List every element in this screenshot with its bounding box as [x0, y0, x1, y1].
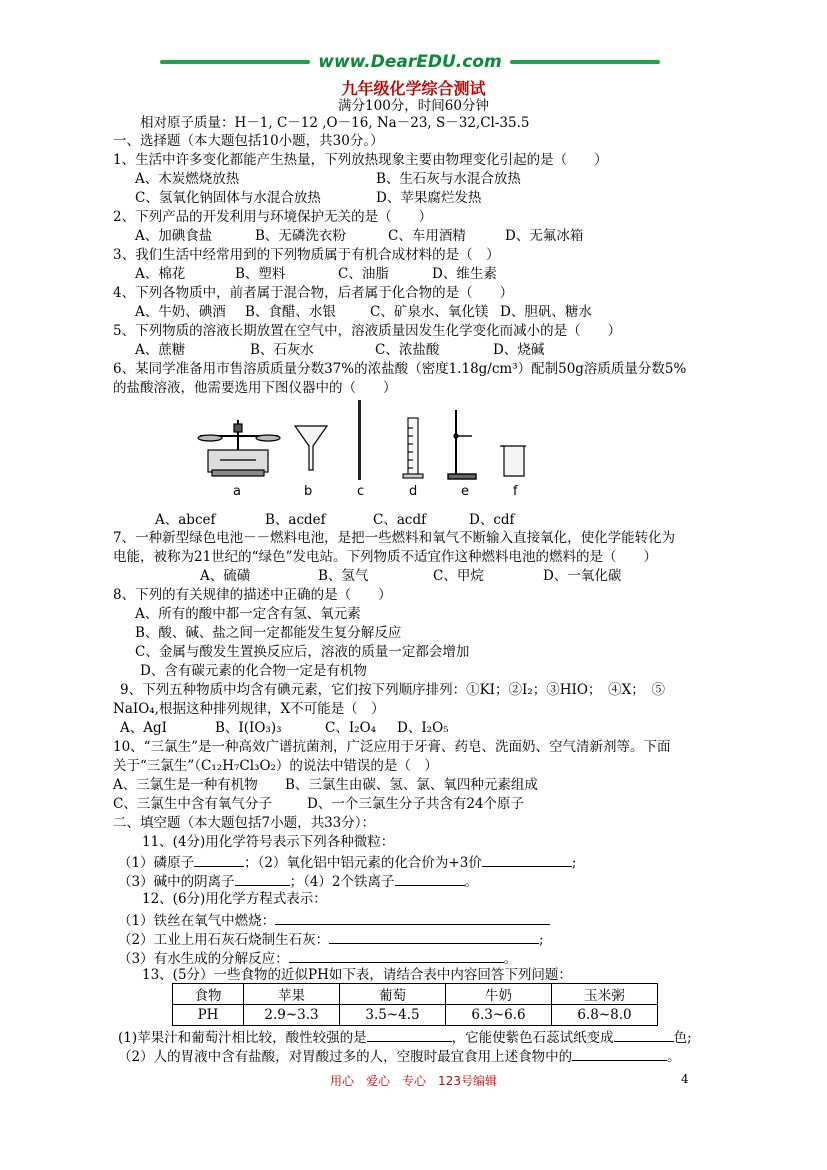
q2-stem: 2、下列产品的开发利用与环境保护无关的是（ ）: [113, 209, 433, 225]
q11-blank-3[interactable]: [235, 871, 290, 886]
q13-blank-1[interactable]: [367, 1027, 452, 1042]
q13-part1b-label: ，它能使紫色石蕊试纸变成: [451, 1030, 614, 1046]
q12-part3-label: （3）有水生成的分解反应：: [118, 951, 289, 967]
q12-row1: [118, 910, 550, 930]
q13-stem: 13、(5分）一些食物的近似PH如下表，请结合表中内容回答下列问题：: [142, 967, 572, 983]
q3-option-c: C、油脂: [338, 266, 389, 282]
figure-label-b: b: [304, 484, 313, 499]
q7-line1: 7、一种新型绿色电池－－燃料电池，是把一些燃料和氧气不断输入直接氧化，使化学能转化为: [113, 530, 676, 546]
lab-apparatus-figure: [190, 398, 540, 482]
q4-option-c: C、矿泉水、氧化镁: [370, 304, 489, 320]
q11-part1-label: （1）磷原子: [118, 855, 195, 871]
ph-table-header-cell: 牛奶: [446, 984, 552, 1005]
q10-option-b: B、三氯生由碳、氢、氯、氧四种元素组成: [285, 777, 538, 793]
q13-part1-label: (1)苹果汁和葡萄汁相比较，酸性较强的是: [118, 1030, 367, 1046]
q5-stem: 5、下列物质的溶液长期放置在空气中，溶液质量因发生化学变化而减小的是（ ）: [113, 323, 622, 339]
iron-stand-icon: [448, 410, 476, 479]
q6-line1: 6、某同学准备用市售溶质质量分数37%的浓盐酸（密度1.18g/cm³）配制50g溶质质量分数5%: [113, 361, 687, 377]
balance-icon: [198, 420, 280, 476]
graduated-cylinder-icon: [403, 418, 423, 478]
q8-option-b: B、酸、碱、盐之间一定都能发生复分解反应: [135, 625, 402, 641]
q12-blank-3[interactable]: [289, 948, 504, 963]
q11-row1-end: ;: [571, 855, 577, 871]
figure-label-f: f: [513, 484, 518, 499]
glass-rod-icon: [358, 400, 361, 480]
q9-option-c: C、I₂O₄: [325, 720, 377, 736]
q4-option-a: A、牛奶、碘酒: [135, 304, 226, 320]
figure-label-a: a: [233, 484, 241, 499]
ph-table-header-cell: 苹果: [244, 984, 340, 1005]
ph-table-cell: PH: [173, 1005, 244, 1026]
q11-blank-4[interactable]: [395, 871, 465, 886]
q11-stem: 11、(4分)用化学符号表示下列各种微粒：: [142, 834, 395, 850]
q12-row3-end: 。: [503, 951, 518, 967]
q1-option-a: A、木炭燃烧放热: [135, 171, 240, 187]
q9-option-d: D、I₂O₅: [397, 720, 449, 736]
q12-blank-1[interactable]: [275, 910, 550, 925]
footer-note: 用心 爱心 专心 123号编辑: [330, 1074, 497, 1088]
q11-row2-end: 。: [464, 874, 479, 890]
q3-option-b: B、塑料: [235, 266, 286, 282]
q4-option-b: B、食醋、水银: [245, 304, 336, 320]
q13-part2b-label: 。: [667, 1049, 681, 1065]
q4-option-d: D、胆矾、糖水: [500, 304, 592, 320]
q5-option-c: C、浓盐酸: [375, 342, 440, 358]
q8-option-a: A、所有的酸中都一定含有氢、氧元素: [135, 606, 361, 622]
ph-table-row: [173, 1005, 658, 1026]
q11-row1: [118, 852, 576, 872]
ph-table-header-cell: 食物: [173, 984, 244, 1005]
q11-part3-label: （3）碱中的阴离子: [118, 874, 235, 890]
ph-table-cell: 6.8~8.0: [552, 1005, 658, 1026]
q11-part4-label: ；（4）2个铁离子: [289, 874, 395, 890]
q5-option-d: D、烧碱: [493, 342, 545, 358]
ph-table-cell: 6.3~6.6: [446, 1005, 552, 1026]
q3-option-d: D、维生素: [432, 266, 497, 282]
q11-part2-label: ；（2）氧化铝中铝元素的化合价为+3价: [244, 855, 482, 871]
ph-table-header-cell: 玉米粥: [552, 984, 658, 1005]
q8-option-d: D、含有碳元素的化合物一定是有机物: [140, 663, 367, 679]
site-url: www.DearEDU.com: [318, 52, 502, 72]
figure-label-e: e: [461, 484, 469, 499]
q6-option-b: B、acdef: [265, 512, 326, 528]
q11-blank-1[interactable]: [194, 852, 244, 867]
q6-option-c: C、acdf: [373, 512, 427, 528]
q12-row2: [118, 929, 544, 949]
q6-option-d: D、cdf: [469, 512, 515, 528]
ph-table: [172, 983, 658, 1026]
q4-stem: 4、下列各物质中，前者属于混合物，后者属于化合物的是（ ）: [113, 285, 514, 301]
q7-option-c: C、甲烷: [433, 568, 484, 584]
page-subtitle: 满分100分，时间60分钟: [338, 98, 489, 114]
q8-stem: 8、下列的有关规律的描述中正确的是（ ）: [113, 587, 392, 603]
q6-line2: 的盐酸溶液，他需要选用下图仪器中的（ ）: [113, 380, 397, 396]
q8-option-c: C、金属与酸发生置换反应后，溶液的质量一定都会增加: [135, 644, 470, 660]
q9-option-b: B、I(IO₃)₃: [215, 720, 282, 736]
q10-option-c: C、三氯生中含有氧气分子: [113, 796, 272, 812]
page-number: 4: [681, 1072, 689, 1086]
q13-blank-3[interactable]: [572, 1046, 667, 1061]
figure-label-c: c: [357, 484, 365, 499]
site-banner: [150, 52, 670, 72]
q12-row3: [118, 948, 517, 968]
ph-table-cell: 2.9~3.3: [244, 1005, 340, 1026]
q10-line2: 关于“三氯生”（C₁₂H₇Cl₃O₂）的说法中错误的是（ ）: [113, 758, 438, 774]
q13-part2-label: （2）人的胃液中含有盐酸，对胃酸过多的人，空腹时最宜食用上述食物中的: [118, 1049, 573, 1065]
q9-option-a: A、AgI: [120, 720, 167, 736]
q7-option-d: D、一氧化碳: [543, 568, 622, 584]
q10-line1: 10、“三氯生”是一种高效广谱抗菌剂，广泛应用于牙膏、药皂、洗面奶、空气清新剂等。下面: [113, 739, 671, 755]
q12-part1-label: （1）铁丝在氧气中燃烧：: [118, 913, 276, 929]
q10-option-d: D、一个三氯生分子共含有24个原子: [307, 796, 525, 812]
q7-line2: 电能，被称为21世纪的“绿色”发电站。下列物质不适宜作这种燃料电池的燃料的是（ ）: [113, 549, 657, 565]
ph-table-cell: 3.5~4.5: [340, 1005, 446, 1026]
q12-stem: 12、(6分)用化学方程式表示：: [142, 891, 327, 907]
q2-option-b: B、无磷洗衣粉: [255, 228, 346, 244]
q1-stem: 1、生活中许多变化都能产生热量，下列放热现象主要由物理变化引起的是（ ）: [113, 152, 608, 168]
q5-option-a: A、蔗糖: [135, 342, 186, 358]
section2-heading: 二、填空题（本大题包括7小题，共33分）：: [113, 815, 376, 831]
q13-row1: [118, 1027, 692, 1047]
q7-option-b: B、氢气: [318, 568, 369, 584]
atomic-mass-line: 相对原子质量：H－1, C－12 ,O－16, Na－23, S－32,Cl-35.5: [140, 115, 530, 131]
q1-option-b: B、生石灰与水混合放热: [376, 171, 521, 187]
ph-table-header-row: [173, 984, 658, 1005]
q10-option-a: A、三氯生是一种有机物: [113, 777, 258, 793]
q9-line2: NaIO₄,根据这种排列规律，X不可能是（ ）: [113, 701, 385, 717]
q1-option-c: C、氢氧化钠固体与水混合放热: [135, 190, 321, 206]
q11-blank-2[interactable]: [482, 852, 572, 867]
q12-part2-label: （2）工业上用石灰石烧制生石灰：: [118, 932, 330, 948]
q11-row2: [118, 871, 478, 891]
q13-row2: [118, 1046, 681, 1066]
q6-option-a: A、abcef: [155, 512, 216, 528]
beaker-icon: [500, 446, 526, 476]
ph-table-header-cell: 葡萄: [340, 984, 446, 1005]
q7-option-a: A、硫磺: [200, 568, 251, 584]
q2-option-c: C、车用酒精: [388, 228, 466, 244]
q13-part1c-label: 色;: [673, 1030, 692, 1046]
q2-option-a: A、加碘食盐: [135, 228, 213, 244]
q12-blank-2[interactable]: [329, 929, 539, 944]
q9-line1: 9、下列五种物质中均含有碘元素，它们按下列顺序排列：①KI；②I₂；③HIO； ④X； ⑤: [120, 682, 666, 698]
q3-stem: 3、我们生活中经常用到的下列物质属于有机合成材料的是（ ）: [113, 247, 500, 263]
q3-option-a: A、棉花: [135, 266, 186, 282]
figure-label-d: d: [409, 484, 418, 499]
q13-blank-2[interactable]: [614, 1027, 674, 1042]
q5-option-b: B、石灰水: [250, 342, 314, 358]
q1-option-d: D、苹果腐烂发热: [376, 190, 482, 206]
page-title: 九年级化学综合测试: [341, 79, 486, 98]
section1-heading: 一、选择题（本大题包括10小题，共30分。）: [113, 133, 384, 149]
q12-row2-end: ;: [539, 932, 544, 948]
funnel-icon: [295, 426, 327, 470]
q2-option-d: D、无氟冰箱: [505, 228, 584, 244]
